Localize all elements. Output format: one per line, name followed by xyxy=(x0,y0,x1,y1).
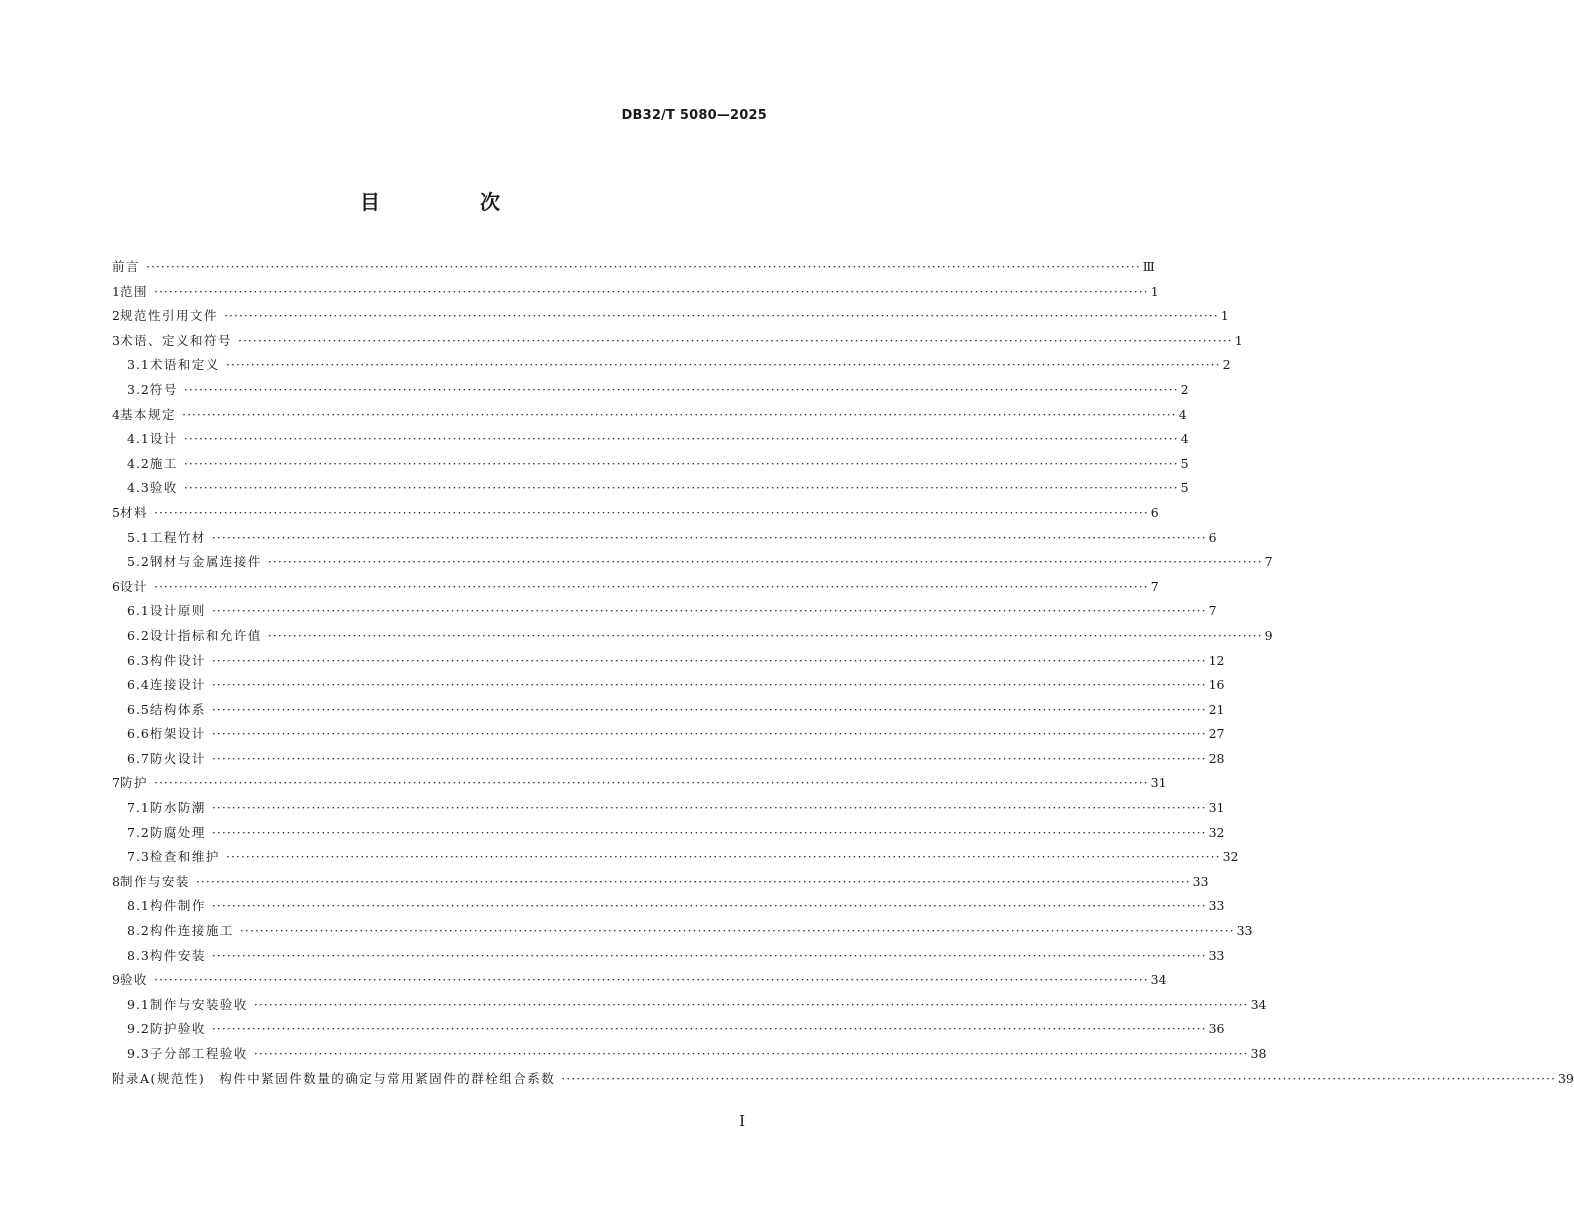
toc-entry-label: 子分部工程验收 xyxy=(149,1046,248,1061)
document-code: DB32/T 5080—2025 xyxy=(621,108,767,123)
toc-entry-page: 7 xyxy=(1264,554,1273,570)
toc-dot-leader: ········································································································································································································ xyxy=(267,554,1263,570)
toc-entry-label: 构件安装 xyxy=(149,947,206,963)
toc-entry-number: 5 xyxy=(112,504,120,520)
toc-entry[interactable] xyxy=(112,452,1189,477)
toc-entry-label: 防腐处理 xyxy=(149,824,206,840)
toc-entry-label: 防火设计 xyxy=(149,750,206,766)
toc-entry[interactable] xyxy=(112,1042,1267,1067)
toc-entry-page: 6 xyxy=(1208,529,1217,545)
toc-entry[interactable] xyxy=(112,944,1225,969)
toc-entry-page: 12 xyxy=(1208,652,1225,668)
toc-entry-label: 构件制作 xyxy=(149,898,206,914)
toc-dot-leader: ········································································································································································································ xyxy=(211,824,1207,840)
toc-entry-label: 前言 xyxy=(112,259,141,274)
toc-entry-page: 1 xyxy=(1150,283,1159,299)
toc-entry-page: 31 xyxy=(1208,800,1225,816)
toc-entry[interactable] xyxy=(112,476,1189,501)
toc-dot-leader: ········································································································································································································ xyxy=(223,308,1219,324)
toc-entry-number: 9.2 xyxy=(127,1021,150,1037)
toc-entry[interactable] xyxy=(112,722,1225,747)
toc-entry-page: 6 xyxy=(1150,504,1159,520)
toc-entry[interactable] xyxy=(112,329,1243,354)
toc-dot-leader: ········································································································································································································ xyxy=(211,750,1207,766)
toc-entry[interactable] xyxy=(112,919,1253,944)
toc-entry-label: 连接设计 xyxy=(149,677,206,693)
toc-dot-leader: ········································································································································································································ xyxy=(253,996,1249,1012)
toc-entry-page: 33 xyxy=(1208,898,1225,914)
toc-entry-number: 3.2 xyxy=(127,381,150,397)
toc-entry-number: 9.3 xyxy=(127,1046,150,1061)
toc-entry-label: 设计 xyxy=(149,431,178,447)
toc-entry-page: 5 xyxy=(1180,455,1189,471)
table-of-contents xyxy=(112,255,1574,1091)
toc-dot-leader: ········································································································································································································ xyxy=(211,603,1207,619)
toc-entry[interactable] xyxy=(112,599,1217,624)
toc-entry-page: 31 xyxy=(1150,775,1167,791)
toc-entry-label: 范围 xyxy=(119,283,148,299)
toc-entry-page: 33 xyxy=(1192,873,1209,889)
toc-dot-leader: ········································································································································································································ xyxy=(211,1021,1207,1037)
toc-entry-number: 3 xyxy=(112,332,120,348)
toc-dot-leader: ········································································································································································································ xyxy=(225,357,1221,373)
toc-entry-number: 7.3 xyxy=(127,849,150,865)
toc-entry-number: 4.2 xyxy=(127,455,150,471)
toc-entry-page: 27 xyxy=(1208,726,1225,742)
toc-entry-label: 防护 xyxy=(119,775,148,791)
toc-entry-label: 规范性引用文件 xyxy=(119,308,218,324)
toc-entry-label: 术语、定义和符号 xyxy=(119,332,232,348)
toc-entry-number: 6.3 xyxy=(127,652,150,668)
toc-entry[interactable] xyxy=(112,1017,1225,1042)
toc-entry-number: 5.2 xyxy=(127,554,150,570)
toc-entry[interactable] xyxy=(112,821,1225,846)
toc-entry-number: 8.1 xyxy=(127,898,150,914)
toc-entry[interactable] xyxy=(112,968,1167,993)
toc-dot-leader: ········································································································································································································ xyxy=(253,1046,1249,1061)
toc-dot-leader: ········································································································································································································ xyxy=(153,283,1149,299)
toc-entry-number: 9.1 xyxy=(127,996,150,1012)
toc-entry-label: 桁架设计 xyxy=(149,726,206,742)
toc-entry-page: 34 xyxy=(1250,996,1267,1012)
toc-entry-number: 6.6 xyxy=(127,726,150,742)
toc-entry-page: 34 xyxy=(1150,972,1167,988)
toc-entry-label: 术语和定义 xyxy=(149,357,220,373)
toc-entry[interactable] xyxy=(112,353,1231,378)
toc-entry[interactable] xyxy=(112,1067,1574,1092)
toc-entry-number: 6.2 xyxy=(127,627,150,643)
toc-entry-number: 5.1 xyxy=(127,529,150,545)
toc-dot-leader: ········································································································································································································ xyxy=(225,849,1221,865)
toc-entry-page: 5 xyxy=(1180,480,1189,496)
page-number: I xyxy=(739,1112,745,1130)
toc-dot-leader: ········································································································································································································ xyxy=(146,259,1141,274)
toc-entry-page: 33 xyxy=(1208,947,1225,963)
toc-dot-leader: ········································································································································································································ xyxy=(267,627,1263,643)
toc-dot-leader: ········································································································································································································ xyxy=(183,431,1179,447)
toc-entry[interactable] xyxy=(112,624,1273,649)
toc-entry-label: 钢材与金属连接件 xyxy=(149,554,262,570)
toc-entry-page: 1 xyxy=(1234,332,1243,348)
toc-entry-number: 4.3 xyxy=(127,480,150,496)
toc-entry-label: 结构体系 xyxy=(149,701,206,717)
toc-entry[interactable] xyxy=(112,526,1217,551)
toc-entry[interactable] xyxy=(112,575,1159,600)
toc-entry-number: 6 xyxy=(112,578,120,594)
toc-dot-leader: ········································································································································································································ xyxy=(237,332,1233,348)
toc-entry-number: 9 xyxy=(112,972,120,988)
toc-entry-number: 7.1 xyxy=(127,800,150,816)
toc-entry[interactable] xyxy=(112,280,1159,305)
toc-entry-page: 32 xyxy=(1222,849,1239,865)
toc-entry-page: 1 xyxy=(1220,308,1229,324)
toc-entry-page: 32 xyxy=(1208,824,1225,840)
toc-dot-leader: ········································································································································································································ xyxy=(183,381,1179,397)
toc-entry-number: 8.3 xyxy=(127,947,150,963)
toc-entry-number: 8.2 xyxy=(127,923,150,939)
toc-entry-number: 7.2 xyxy=(127,824,150,840)
toc-entry-number: 2 xyxy=(112,308,120,324)
toc-entry[interactable] xyxy=(112,698,1225,723)
toc-entry-number: 4 xyxy=(112,406,120,422)
toc-entry-page: 36 xyxy=(1208,1021,1225,1037)
toc-entry[interactable] xyxy=(112,427,1189,452)
toc-dot-leader: ········································································································································································································ xyxy=(211,947,1207,963)
toc-entry-page: 4 xyxy=(1178,406,1187,422)
toc-entry[interactable] xyxy=(112,304,1229,329)
toc-entry[interactable] xyxy=(112,771,1167,796)
toc-entry[interactable] xyxy=(112,649,1225,674)
toc-entry[interactable] xyxy=(112,894,1225,919)
toc-entry-number: 6.7 xyxy=(127,750,150,766)
toc-entry-page: 33 xyxy=(1236,923,1253,939)
toc-entry-page: 7 xyxy=(1150,578,1159,594)
toc-entry-label: 制作与安装验收 xyxy=(149,996,248,1012)
toc-dot-leader: ········································································································································································································ xyxy=(183,455,1179,471)
toc-entry-label: 制作与安装 xyxy=(119,873,190,889)
toc-dot-leader: ········································································································································································································ xyxy=(211,800,1207,816)
toc-dot-leader: ········································································································································································································ xyxy=(211,652,1207,668)
toc-entry[interactable] xyxy=(112,378,1189,403)
toc-dot-leader: ········································································································································································································ xyxy=(211,529,1207,545)
toc-dot-leader: ········································································································································································································ xyxy=(183,480,1179,496)
toc-entry[interactable] xyxy=(112,255,1155,280)
toc-entry-page: 9 xyxy=(1264,627,1273,643)
toc-dot-leader: ········································································································································································································ xyxy=(153,578,1149,594)
toc-entry-label: 验收 xyxy=(119,972,148,988)
toc-dot-leader: ········································································································································································································ xyxy=(211,898,1207,914)
toc-entry-page: 2 xyxy=(1222,357,1231,373)
toc-entry[interactable] xyxy=(112,501,1159,526)
toc-entry-page: 21 xyxy=(1208,701,1225,717)
toc-entry-page: 4 xyxy=(1180,431,1189,447)
toc-entry-number: 4.1 xyxy=(127,431,150,447)
toc-entry[interactable] xyxy=(112,550,1273,575)
toc-entry[interactable] xyxy=(112,845,1239,870)
toc-entry[interactable] xyxy=(112,796,1225,821)
toc-dot-leader: ········································································································································································································ xyxy=(239,923,1235,939)
toc-entry-page: 28 xyxy=(1208,750,1225,766)
toc-entry-label: 设计指标和允许值 xyxy=(149,627,262,643)
toc-dot-leader: ········································································································································································································ xyxy=(561,1070,1556,1086)
toc-entry-page: 16 xyxy=(1208,677,1225,693)
toc-entry-label: 防护验收 xyxy=(149,1021,206,1037)
toc-entry-number: 8 xyxy=(112,873,120,889)
page-title: 目 次 xyxy=(360,190,540,214)
toc-entry-page: 7 xyxy=(1208,603,1217,619)
toc-dot-leader: ········································································································································································································ xyxy=(211,726,1207,742)
toc-entry-label: 验收 xyxy=(149,480,178,496)
toc-entry-label: 设计原则 xyxy=(149,603,206,619)
toc-entry-page: 2 xyxy=(1180,381,1189,397)
toc-entry-label: 施工 xyxy=(149,455,178,471)
toc-entry-label: 构件连接施工 xyxy=(149,923,234,939)
toc-entry-number: 6.5 xyxy=(127,701,150,717)
toc-entry-label: 检查和维护 xyxy=(149,849,220,865)
toc-entry[interactable] xyxy=(112,993,1267,1018)
toc-entry-page: 38 xyxy=(1250,1046,1267,1061)
toc-dot-leader: ········································································································································································································ xyxy=(153,972,1149,988)
toc-entry-label: 符号 xyxy=(149,381,178,397)
toc-entry-label: 构件设计 xyxy=(149,652,206,668)
toc-dot-leader: ········································································································································································································ xyxy=(153,504,1149,520)
toc-entry-label: 工程竹材 xyxy=(149,529,206,545)
toc-dot-leader: ········································································································································································································ xyxy=(181,406,1177,422)
toc-entry-label: 附录A(规范性) 构件中紧固件数量的确定与常用紧固件的群栓组合系数 xyxy=(112,1070,556,1086)
toc-entry-page: Ⅲ xyxy=(1142,259,1155,274)
toc-entry-label: 材料 xyxy=(119,504,148,520)
toc-entry-number: 6.1 xyxy=(127,603,150,619)
toc-dot-leader: ········································································································································································································ xyxy=(211,701,1207,717)
toc-entry-number: 7 xyxy=(112,775,120,791)
toc-entry-number: 3.1 xyxy=(127,357,150,373)
toc-entry[interactable] xyxy=(112,403,1187,428)
toc-dot-leader: ········································································································································································································ xyxy=(153,775,1149,791)
toc-entry-label: 设计 xyxy=(119,578,148,594)
toc-entry[interactable] xyxy=(112,870,1209,895)
toc-entry-label: 基本规定 xyxy=(119,406,176,422)
toc-entry[interactable] xyxy=(112,747,1225,772)
toc-entry-number: 1 xyxy=(112,283,120,299)
toc-entry-number: 6.4 xyxy=(127,677,150,693)
toc-entry-label: 防水防潮 xyxy=(149,800,206,816)
toc-entry[interactable] xyxy=(112,673,1225,698)
toc-entry-page: 39 xyxy=(1557,1070,1574,1086)
toc-dot-leader: ········································································································································································································ xyxy=(195,873,1191,889)
toc-dot-leader: ········································································································································································································ xyxy=(211,677,1207,693)
